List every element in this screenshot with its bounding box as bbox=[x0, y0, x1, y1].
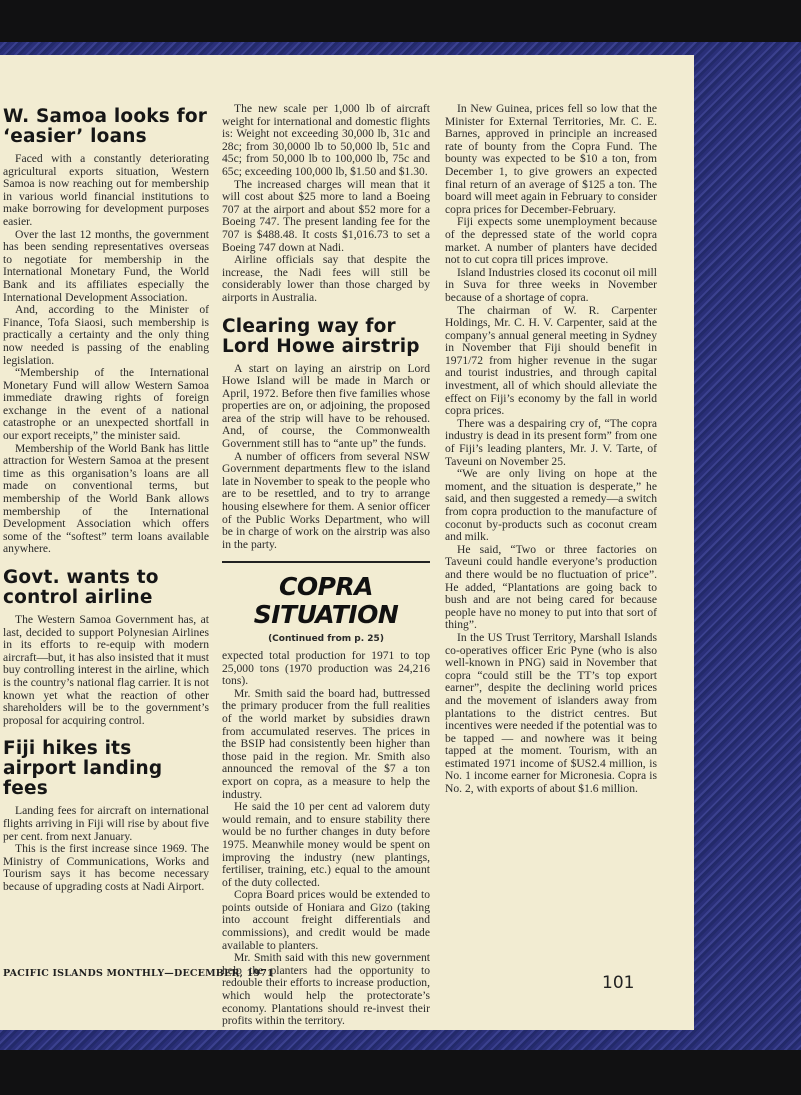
paragraph: In the US Trust Territory, Marshall Islands co-operatives officer Eric Pyne (who is also well-known in PNG) said in November that copra “could still be the TT’s top export earner”, despite the declining world prices and the movement of islanders away from plantations to the district centres. But incentives were needed if the potential was to be tapped — and nowhere was it being tapped at the moment. Tourism, with an estimated 1971 income of $US2.4 million, is No. 1 income earner for Micronesia. Copra is No. 2, with exports of about $1.6 million. bbox=[445, 630, 657, 796]
paragraph: Airline officials say that despite the increase, the Nadi fees will still be considerably lower than those charged by airports in Australia. bbox=[222, 253, 430, 304]
publication-footer: PACIFIC ISLANDS MONTHLY—DECEMBER, 1971 bbox=[3, 968, 274, 979]
headline-fiji-fees: Fiji hikes its airport landing fees bbox=[3, 738, 163, 800]
paragraph: “We are only living on hope at the moment, and the situation is desperate,” he said, and then suggested a remedy—a switch from copra production to the manufacture of coconut by-products such as coconut cream and milk. bbox=[445, 467, 657, 544]
paragraph: Copra Board prices would be extended to points outside of Honiara and Gizo (taking into account freight differentials and commissions), and credit would be made available to planters. bbox=[222, 888, 430, 952]
headline-copra-situation: COPRA SITUATION bbox=[253, 572, 399, 630]
headline-w-samoa: W. Samoa looks for ‘easier’ loans bbox=[3, 106, 208, 147]
paragraph: Mr. Smith said with this new government help the planters had the opportunity to redouble their efforts to increase production, which would help the protectorate’s economy. Plantations should re-invest their profits within the territory. bbox=[222, 951, 430, 1028]
paragraph: There was a despairing cry of, “The copra industry is dead in its present form” from one of Fiji’s leading planters, Mr. J. V. Tarte, of Taveuni on November 25. bbox=[445, 416, 657, 468]
magazine-page bbox=[0, 55, 694, 1030]
paragraph: Faced with a constantly deteriorating agricultural exports situation, Western Samoa is now reaching out for membership in various world financial institutions to make borrowing for development purposes easier. bbox=[3, 152, 209, 228]
headline-lord-howe: Clearing way for Lord Howe airstrip bbox=[222, 315, 420, 357]
page-number: 101 bbox=[602, 973, 635, 993]
paragraph: In New Guinea, prices fell so low that the Minister for External Territories, Mr. C. E. Barnes, approved in principle an increased rate of bounty from the Copra Fund. The bounty was expected to be $10 a ton, from December 1, to give growers an expected final return of an average of $125 a ton. The board will meet again in February to consider copra prices for December-February. bbox=[445, 102, 657, 216]
paragraph: expected total production for 1971 to top 25,000 tons (1970 production was 24,216 tons). bbox=[222, 649, 430, 688]
continued-note: (Continued from p. 25) bbox=[268, 634, 384, 645]
column-3 bbox=[445, 103, 657, 796]
paragraph: Fiji expects some unemployment because of the depressed state of the world copra market. A number of planters have decided not to cut copra till prices improve. bbox=[445, 215, 657, 267]
paragraph: Over the last 12 months, the government has been sending representatives overseas to negotiate for membership in the International Monetary Fund, the World Bank and its affiliates especially the International Development Association. bbox=[3, 227, 209, 304]
paragraph: The increased charges will mean that it will cost about $25 more to land a Boeing 707 at the airport and about $52 more for a Boeing 747. The present landing fee for the 707 is $488.48. It costs $1,016.73 to set a Boeing 747 down at Nadi. bbox=[222, 177, 430, 254]
paragraph: Island Industries closed its coconut oil mill in Suva for three weeks in November because of a shortage of copra. bbox=[445, 265, 657, 304]
paragraph: Membership of the World Bank has little attraction for Western Samoa at the present time as this organisation’s loans are all made on conventional terms, but membership of the World Bank allows membership of the International Development Association which offers some of the “softest” term loans available anywhere. bbox=[3, 441, 209, 556]
headline-govt-airline: Govt. wants to control airline bbox=[3, 567, 159, 608]
paragraph: Landing fees for aircraft on international flights arriving in Fiji will rise by about five per cent. from next January. bbox=[3, 804, 209, 843]
paragraph: The Western Samoa Government has, at last, decided to support Polynesian Airlines in its efforts to re-equip with modern aircraft—but, it has also insisted that it must buy controlling interest in the airline, which is the country’s national flag carrier. It is not known yet what the reaction of other shareholders will be to the government’s proposal for acquiring control. bbox=[3, 613, 209, 727]
paragraph: The chairman of W. R. Carpenter Holdings, Mr. C. H. V. Carpenter, said at the company’s annual general meeting in Sydney in November that Fiji should benefit in 1971/72 from higher revenue in the sugar and tourist industries, and through capital investment, all of which should alleviate the effect on Fiji’s economy by the fall in world copra prices. bbox=[445, 303, 657, 418]
paragraph: And, according to the Minister of Finance, Tofa Siaosi, such membership is practically a certainty and the only thing now needed is passing of the enabling legislation. bbox=[3, 303, 209, 367]
paragraph: He said the 10 per cent ad valorem duty would remain, and to ensure stability there would be no further changes in duty before 1975. Meanwhile money would be spent on improving the industry (new plantings, fertiliser, training, etc.) equal to the amount of the duty collected. bbox=[222, 800, 430, 889]
section-divider bbox=[222, 561, 430, 563]
paragraph: A start on laying an airstrip on Lord Howe Island will be made in March or April, 1972. Before then five families whose properties are on, or adjoining, the proposed area of the strip will have to be rehoused. And, of course, the Commonwealth Government still has to “ante up” the funds. bbox=[222, 361, 430, 451]
paragraph: A number of officers from several NSW Government departments flew to the island late in November to speak to the people who are to be resettled, and to try to arrange housing elsewhere for them. A senior officer of the Public Works Department, who will be in charge of work on the airstrip was also in the party. bbox=[222, 449, 430, 551]
column-2 bbox=[222, 103, 430, 1028]
paragraph: The new scale per 1,000 lb of aircraft weight for international and domestic flights is: Weight not exceeding 30,000 lb, 31c and 28c; from 30,0000 lb to 50,000 lb, 51c and 45c; from 50,000 lb to 100,000 lb, 75c and 65c; exceeding 100,000 lb, $1.50 and $1.30. bbox=[222, 102, 430, 178]
paragraph: Mr. Smith said the board had, buttressed the primary producer from the full realities of the world market by subsidies drawn from accumulated reserves. The prices in the BSIP had consistently been higher than those paid in the region. Mr. Smith also announced the removal of the $7 a ton export on copra, as a measure to help the industry. bbox=[222, 686, 430, 801]
column-1 bbox=[3, 103, 209, 894]
paragraph: He said, “Two or three factories on Taveuni could handle everyone’s production and there would be no fluctuation of price”. He added, “Plantations are going back to bush and are not being cared for because people have no money to put into that sort of thing”. bbox=[445, 542, 657, 632]
paragraph: This is the first increase since 1969. The Ministry of Communications, Works and Tourism says it has become necessary because of upgrading costs at Nadi Airport. bbox=[3, 842, 209, 893]
paragraph: “Membership of the International Monetary Fund will allow Western Samoa immediate drawing rights of foreign exchange in the event of a national catastrophe or an unexpected shortfall in our export receipts,” the minister said. bbox=[3, 366, 209, 443]
